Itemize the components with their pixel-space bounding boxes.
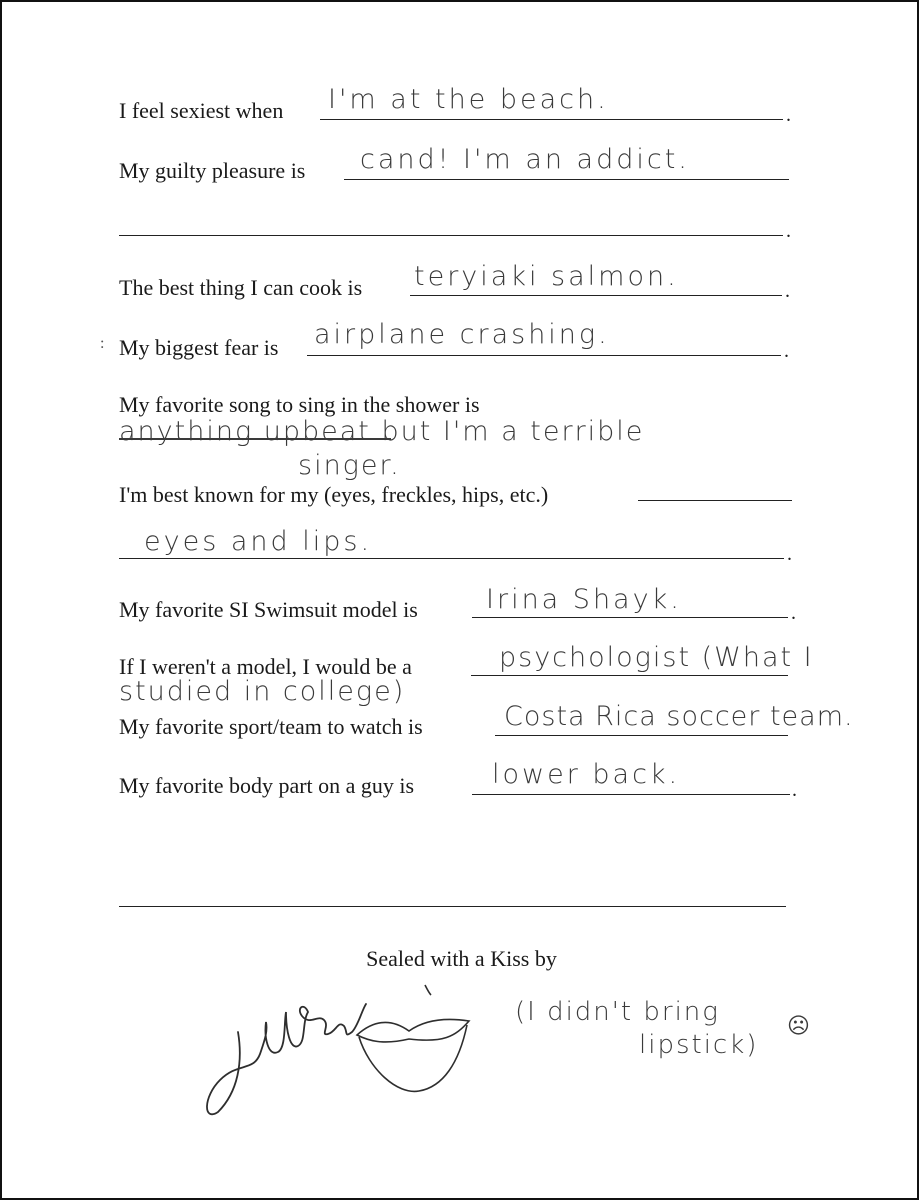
prompt-best-known: I'm best known for my (eyes, freckles, hips, etc.): [119, 482, 549, 507]
answer-guilty-pleasure: cand! I'm an addict.: [360, 144, 690, 175]
prompt-sport-team: My favorite sport/team to watch is: [119, 714, 423, 739]
lips-drawing: [347, 977, 477, 1107]
note-line-1: (I didn't bring: [515, 997, 720, 1027]
answer-swimsuit-model: Irina Shayk.: [486, 584, 682, 615]
answer-line: [472, 794, 790, 795]
crossout-line: [119, 438, 391, 440]
answer-line: [472, 617, 788, 618]
answer-shower-song: anything upbeat but I'm a terrible: [119, 416, 645, 447]
period: .: [785, 280, 790, 302]
prompt-swimsuit-model: My favorite SI Swimsuit model is: [119, 597, 418, 622]
answer-line: [320, 119, 783, 120]
prompt-body-part: My favorite body part on a guy is: [119, 773, 415, 798]
answer-line: [638, 500, 792, 501]
answer-line: [307, 355, 781, 356]
answer-line-continued: [119, 558, 784, 559]
answer-line: [410, 295, 782, 296]
answer-best-cook: teryiaki salmon.: [414, 261, 679, 292]
prompt-if-not-model: If I weren't a model, I would be a: [119, 654, 412, 679]
answer-best-known: eyes and lips.: [144, 526, 373, 557]
period: .: [792, 779, 797, 801]
answer-line-continued: [119, 235, 783, 236]
sealed-with-kiss-label: Sealed with a Kiss by: [366, 946, 557, 971]
handwritten-signature: [198, 992, 368, 1122]
prompt-guilty-pleasure: My guilty pleasure is: [119, 158, 306, 183]
answer-shower-song-continued: singer.: [298, 450, 401, 481]
period: .: [791, 602, 796, 624]
margin-mark: :: [100, 335, 105, 352]
answer-if-not-model-continued: studied in college): [119, 676, 406, 707]
answer-line: [495, 735, 788, 736]
period: .: [786, 104, 791, 126]
prompt-shower-song: My favorite song to sing in the shower is: [119, 392, 480, 417]
period: .: [784, 340, 789, 362]
period: .: [787, 543, 792, 565]
answer-if-not-model: psychologist (What I: [499, 642, 814, 673]
answer-body-part: lower back.: [492, 759, 681, 790]
answer-biggest-fear: airplane crashing.: [314, 319, 610, 350]
prompt-best-cook: The best thing I can cook is: [119, 275, 363, 300]
prompt-feel-sexiest: I feel sexiest when: [119, 98, 284, 123]
prompt-biggest-fear: My biggest fear is: [119, 335, 279, 360]
period: .: [786, 220, 791, 242]
note-line-2: lipstick): [639, 1030, 759, 1060]
answer-feel-sexiest: I'm at the beach.: [328, 84, 609, 115]
answer-sport-team: Costa Rica soccer team.: [504, 701, 854, 732]
answer-line: [344, 179, 789, 180]
signature-divider: [119, 906, 786, 907]
sad-face-icon: ☹: [787, 1014, 812, 1039]
answer-line: [471, 675, 788, 676]
